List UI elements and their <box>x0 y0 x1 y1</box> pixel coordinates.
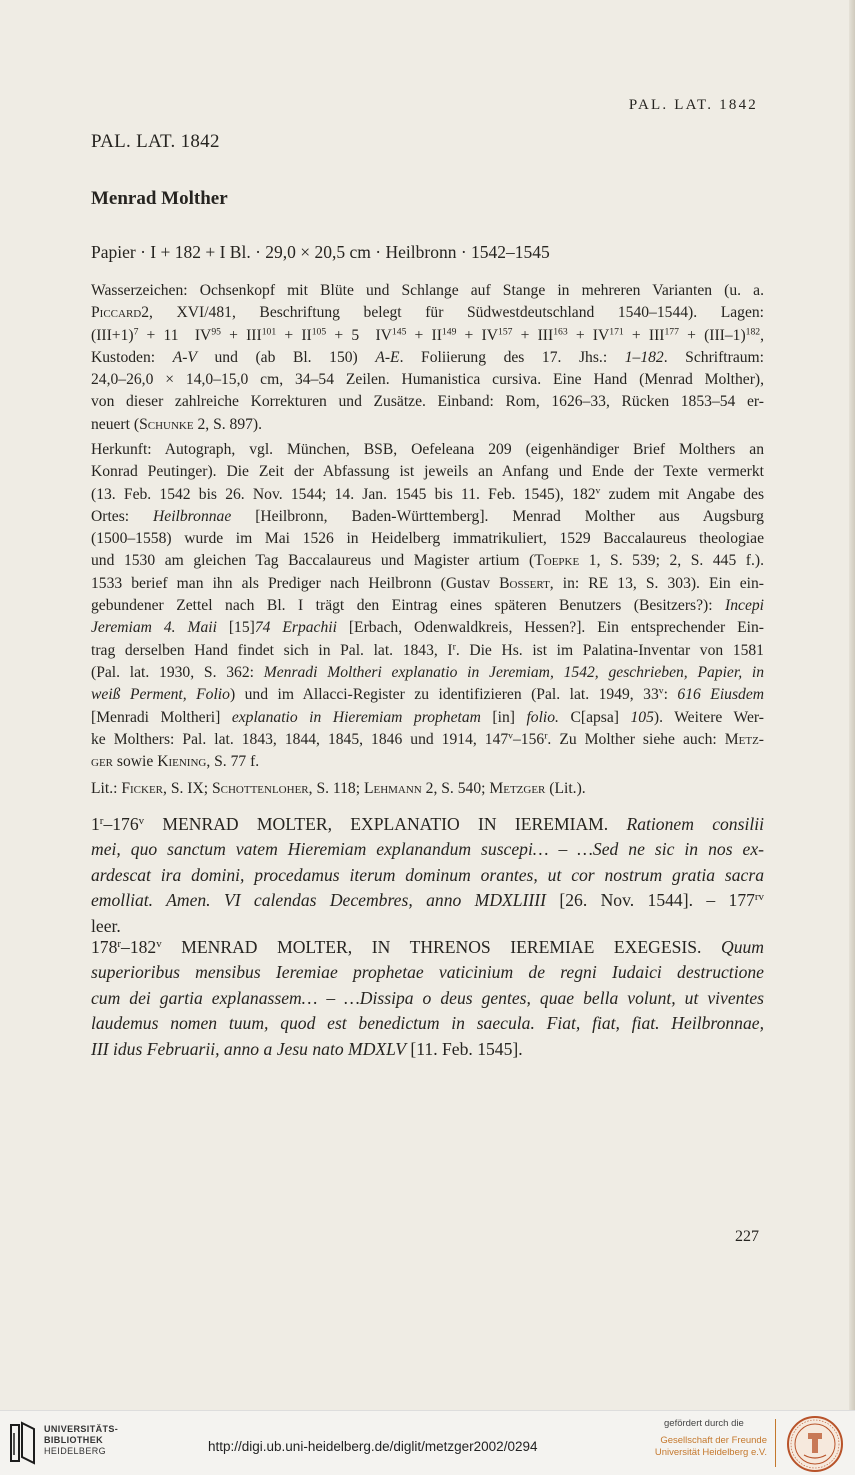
italic-fragment: A-E <box>375 348 400 366</box>
italic-fragment: Heilbronnae <box>153 507 232 525</box>
text-fragment: 1, S. 539; 2, S. 445 f.). <box>579 552 764 570</box>
incipit: Rationem consilii <box>626 814 764 834</box>
explicit: emolliat. Amen. VI calendas Decembres, anno MDXLIIII <box>91 890 546 911</box>
text-fragment: 1533 berief man ihn als Prediger nach Heilbronn (Gustav <box>91 574 500 592</box>
text-line <box>91 837 764 862</box>
text-line <box>91 707 764 729</box>
text-line <box>91 550 764 572</box>
italic-fragment: explanatio in Hieremiam prophetam <box>231 708 481 726</box>
university-seal-icon <box>786 1415 844 1473</box>
text-fragment: [in] <box>480 708 527 726</box>
text-line <box>91 888 764 913</box>
text-line <box>91 1037 764 1062</box>
text-line <box>91 729 764 751</box>
shelfmark-heading: PAL. LAT. 1842 <box>91 131 220 152</box>
divider <box>775 1419 776 1467</box>
explicit: cum dei gartia explanassem… – …Dissipa o deus gentes, quae bella volunt, ut viventes <box>91 987 764 1008</box>
text-fragment: 2, XVI/481, Beschriftung belegt für Südwestdeutschland 1540–1544). Lagen: <box>141 304 764 322</box>
text-line <box>91 863 764 888</box>
italic-fragment: 105 <box>630 708 654 726</box>
text-line <box>91 347 764 369</box>
library-name-line: BIBLIOTHEK <box>44 1435 103 1445</box>
ref-kiening: Kiening <box>157 753 207 771</box>
text-fragment: [11. Feb. 1545]. <box>406 1038 523 1059</box>
ref-metzger: ger <box>91 753 113 771</box>
folio: 1 <box>91 814 100 834</box>
explicit: laudemus nomen tuum, quod est benedictum in saecula. Fiat, fiat, fiat. Heilbronnae, <box>91 1013 764 1034</box>
italic-fragment: folio. <box>526 708 559 726</box>
text-fragment: trag derselben Hand findet sich in Pal. lat. 1843, I <box>91 641 453 659</box>
text-line <box>91 662 764 684</box>
text-fragment: [15] <box>216 619 255 637</box>
library-name-line: HEIDELBERG <box>44 1446 107 1456</box>
ref-piccard: Piccard <box>91 304 142 322</box>
explicit: ardescat ira domini, procedamus iterum dominum orantes, ut cor nostrum gratia sacra <box>91 864 764 885</box>
sponsor-name-line: Gesellschaft der Freunde <box>660 1435 767 1446</box>
text-fragment: (Pal. lat. 1930, S. 362: <box>91 663 264 681</box>
item-title: MENRAD MOLTER, EXPLANATIO IN IEREMIAM. <box>144 814 627 834</box>
text-line: 24,0–26,0 × 14,0–15,0 cm, 34–54 Zeilen. Humanistica cursiva. Eine Hand (Menrad Molther), <box>91 371 764 389</box>
text-line <box>91 640 764 662</box>
author-heading: Menrad Molther <box>91 188 228 209</box>
text-fragment: (Lit.). <box>545 780 586 797</box>
italic-fragment: Jeremiam 4. Maii <box>91 619 217 637</box>
text-fragment: [Heilbronn, Baden-Württemberg]. Menrad Molther aus Augsburg <box>231 507 764 525</box>
text-line <box>91 573 764 595</box>
text-fragment: und (ab Bl. 150) <box>196 348 376 366</box>
text-fragment: –156 <box>513 730 545 748</box>
superscript: r <box>117 938 122 950</box>
superscript: v <box>595 485 601 497</box>
text-fragment: C[apsa] <box>558 708 631 726</box>
text-line <box>91 935 764 960</box>
text-fragment: . Zu Molther siehe auch: <box>547 730 725 748</box>
text-line <box>91 506 764 528</box>
incipit: Quum <box>720 937 764 957</box>
content-item-2 <box>91 935 764 1062</box>
page-number: 227 <box>735 1228 759 1245</box>
text-fragment: (13. Feb. 1542 bis 26. Nov. 1544; 14. Jan. 1545 bis 11. Feb. 1545), 182 <box>91 485 596 503</box>
text-line <box>91 684 764 706</box>
superscript: v <box>658 685 664 697</box>
text-fragment: [Menradi Moltheri] <box>91 708 232 726</box>
ref-lehmann: Lehmann <box>363 780 422 797</box>
italic-fragment: A-V <box>172 348 197 366</box>
superscript: r <box>544 730 548 742</box>
text-fragment: , S. 118; <box>308 780 364 797</box>
text-line: (1500–1558) wurde im Mai 1526 in Heidelberg immatrikuliert, 1529 Baccalaureus theologiae <box>91 530 764 548</box>
italic-fragment: weiß Perment, Folio <box>91 686 230 704</box>
superscript: r <box>452 641 456 653</box>
collation-formula: $(III+1)^7 + 11$ $IV^{95} + III^{101} + II^{105} + 5$ $IV^{145} + II^{149} + IV^{157} + III^{163} + IV^{171} + III^{177} + (III-1)^{182}$, <box>91 326 765 344</box>
text-fragment: 2, S. 540; <box>421 780 490 797</box>
italic-fragment: 1–182 <box>624 348 664 366</box>
text-line: leer. <box>91 915 121 936</box>
text-line <box>91 617 764 639</box>
provenance-paragraph <box>91 439 764 773</box>
text-line <box>91 595 764 617</box>
university-library-logo-icon <box>10 1419 38 1467</box>
library-name-line: UNIVERSITÄTS- <box>44 1424 119 1434</box>
text-fragment: neuert ( <box>91 415 140 433</box>
ref-bossert: Bossert <box>499 574 550 592</box>
text-fragment: gebundener Zettel nach Bl. I trägt den Eintrag eines späteren Benutzers (Besitzers?): <box>91 597 726 615</box>
text-line <box>91 1011 764 1036</box>
superscript: v <box>508 730 513 742</box>
literature-line <box>91 778 764 800</box>
text-line <box>91 986 764 1011</box>
text-line: Herkunft: Autograph, vgl. München, BSB, Oefeleana 209 (eigenhändiger Brief Molthers an <box>91 441 764 458</box>
sponsor-note: gefördert durch die <box>664 1418 744 1429</box>
folio: 178 <box>91 937 118 957</box>
text-line <box>91 302 764 324</box>
running-head: PAL. LAT. 1842 <box>628 97 758 113</box>
physical-description: Papier · I + 182 + I Bl. · 29,0 × 20,5 cm · Heilbronn · 1542–1545 <box>91 242 550 262</box>
text-line: Wasserzeichen: Ochsenkopf mit Blüte und Schlange auf Stange in mehreren Varianten (u. a. <box>91 282 764 299</box>
text-fragment: ) und im Allacci-Register zu identifizieren (Pal. lat. 1949, 33 <box>229 686 659 704</box>
text-fragment: ke Molthers: Pal. lat. 1843, 1844, 1845, 1846 und 1914, 147 <box>91 730 509 748</box>
ref-metzger: Metz- <box>724 730 764 748</box>
italic-fragment: 74 Erpachii <box>254 619 337 637</box>
university-library-name <box>44 1424 118 1457</box>
ref-schunke: Schunke <box>139 415 194 433</box>
text-line <box>91 751 764 773</box>
italic-fragment: 616 Eiusdem <box>677 686 765 704</box>
sponsor-name-line: Universität Heidelberg e.V. <box>654 1447 767 1458</box>
italic-fragment: Incepi <box>725 597 764 615</box>
text-line <box>91 414 764 436</box>
permalink-url[interactable]: http://digi.ub.uni-heidelberg.de/diglit/metzger2002/0294 <box>208 1439 538 1454</box>
text-fragment: [26. Nov. 1544]. – 177 <box>546 890 755 911</box>
text-fragment: 2, S. 897). <box>193 415 263 433</box>
text-fragment: . Foliierung des 17. Jhs.: <box>399 348 625 366</box>
text-fragment: Lit.: <box>91 780 122 797</box>
superscript: v <box>138 815 145 827</box>
italic-fragment: Menradi Moltheri explanatio in Jeremiam, 1542, geschrieben, Papier, in <box>263 663 764 681</box>
explicit: III idus Februarii, anno a Jesu nato MDXLV <box>91 1038 407 1059</box>
text-fragment: : <box>663 686 678 704</box>
folio: –176 <box>103 814 139 834</box>
text-line <box>91 812 764 837</box>
text-fragment: ). Weitere Wer- <box>653 708 765 726</box>
superscript: r <box>99 815 104 827</box>
text-line: von dieser zahlreiche Korrekturen und Zusätze. Einband: Rom, 1626–33, Rücken 1853–54 er- <box>91 393 764 411</box>
text-line <box>91 484 764 506</box>
ref-schottenloher: Schottenloher <box>211 780 309 797</box>
sponsor-name <box>651 1435 767 1459</box>
text-line: Konrad Peutinger). Die Zeit der Abfassung ist jeweils an Anfang und Ende der Texte vermerkt <box>91 463 764 481</box>
page-edge <box>849 0 855 1410</box>
footer-bar <box>0 1410 855 1475</box>
text-fragment: zudem mit Angabe des <box>600 485 765 503</box>
superscript: rv <box>754 891 765 904</box>
text-line <box>91 778 764 800</box>
text-fragment: Ortes: <box>91 507 154 525</box>
text-fragment: und 1530 am gleichen Tag Baccalaureus und Magister artium ( <box>91 552 535 570</box>
folio: –182 <box>121 937 157 957</box>
ref-metzger: Metzger <box>489 780 546 797</box>
text-fragment: Kustoden: <box>91 348 173 366</box>
ref-toepke: Toepke <box>534 552 580 570</box>
watermark-paragraph <box>91 280 764 436</box>
incipit: superioribus mensibus Ieremiae prophetae vaticinium de regni Iudaici destructione <box>91 962 764 983</box>
item-title: MENRAD MOLTER, IN THRENOS IEREMIAE EXEGESIS. <box>161 937 721 957</box>
superscript: v <box>156 938 162 950</box>
text-fragment: , in: RE 13, S. 303). Ein ein- <box>549 574 764 592</box>
ref-ficker: Ficker <box>121 780 164 797</box>
text-line <box>91 960 764 985</box>
text-fragment: sowie <box>113 753 158 771</box>
content-item-1 <box>91 812 764 939</box>
text-fragment: . Schriftraum: <box>663 348 765 366</box>
text-fragment: . Die Hs. ist im Palatina-Inventar von 1581 <box>455 641 764 659</box>
text-fragment: , S. IX; <box>163 780 212 797</box>
text-fragment: [Erbach, Odenwaldkreis, Hessen?]. Ein entsprechender Ein- <box>336 619 764 637</box>
text-fragment: , S. 77 f. <box>206 753 260 771</box>
incipit: mei, quo sanctum vatem Hieremiam explanandum suscepi… – …Sed ne sic in nos ex- <box>91 839 764 860</box>
